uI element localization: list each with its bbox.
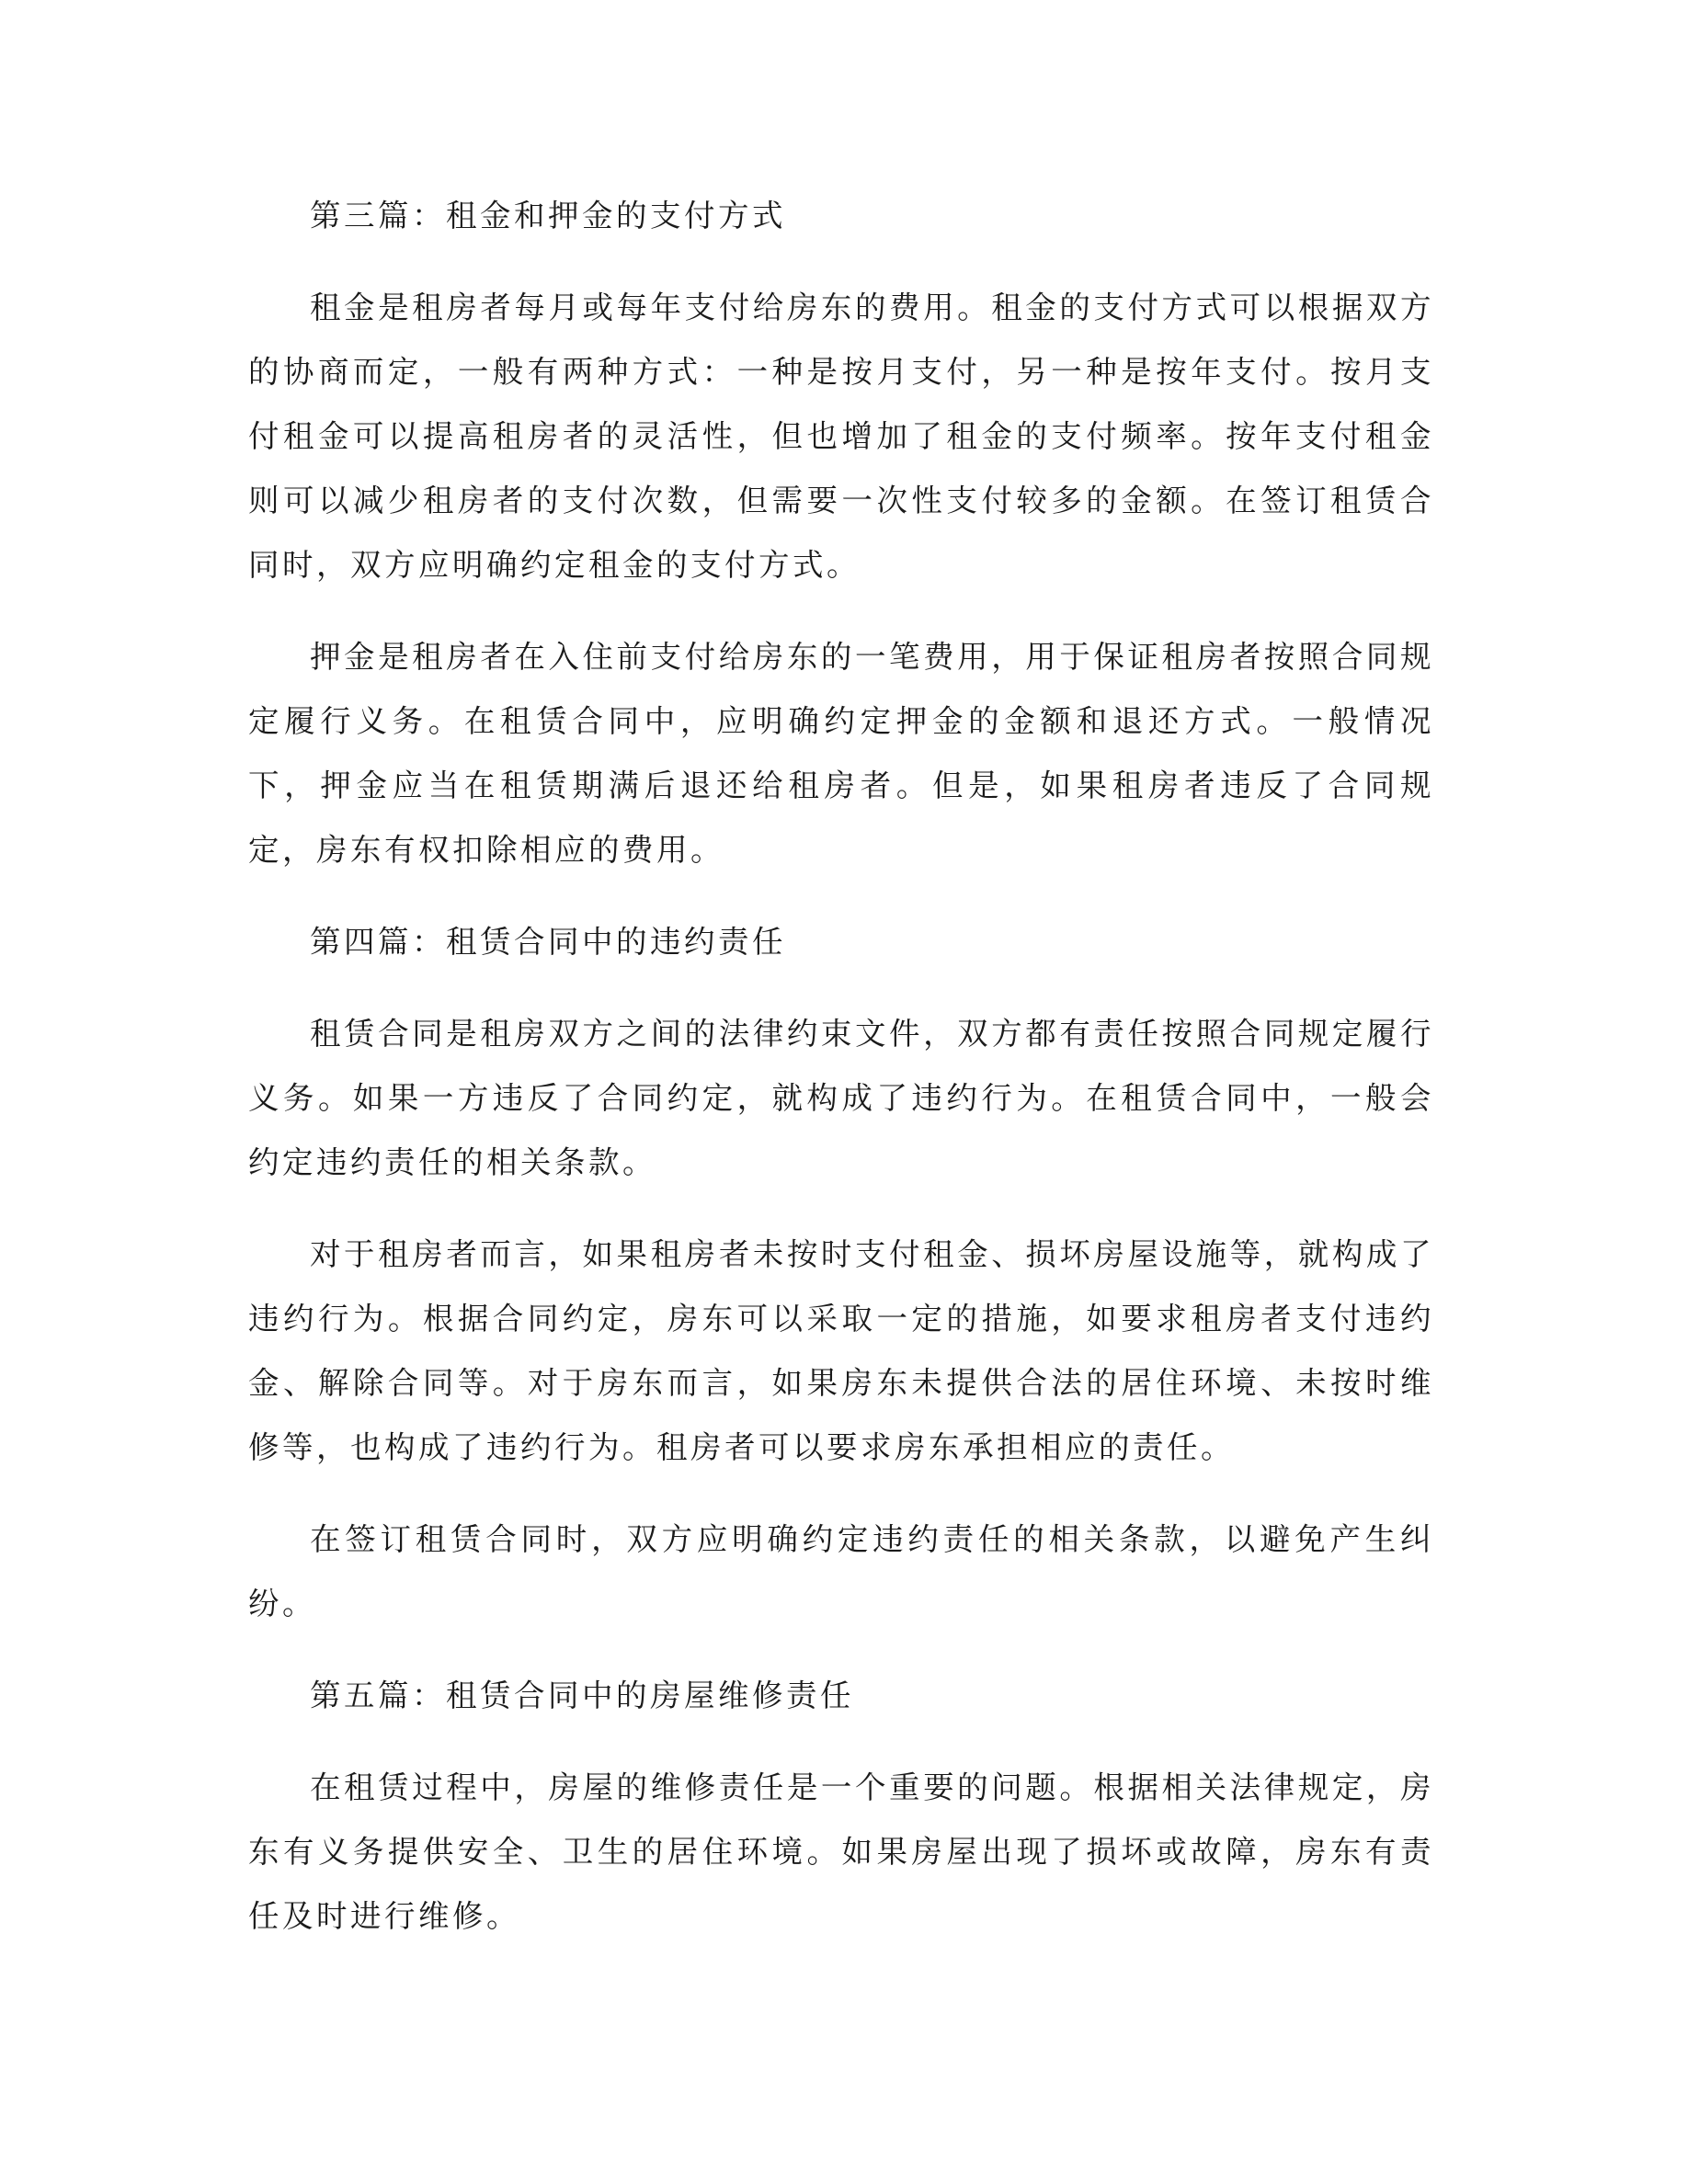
section-heading-4: 第四篇：租赁合同中的违约责任 bbox=[310, 924, 786, 960]
paragraph-repair-duty: 在租赁过程中，房屋的维修责任是一个重要的问题。根据相关法律规定，房东有义务提供安全、卫生的居住环境。如果房屋出现了损坏或故障，房东有责任及时进行维修。 bbox=[248, 1769, 1434, 1934]
paragraph-rent-payment: 租金是租房者每月或每年支付给房东的费用。租金的支付方式可以根据双方的协商而定，一般有两种方式：一种是按月支付，另一种是按年支付。按月支付租金可以提高租房者的灵活性，但也增加了租金的支付频率。按年支付租金则可以减少租房者的支付次数，但需要一次性支付较多的金额。在签订租赁合同时，双方应明确约定租金的支付方式。 bbox=[248, 290, 1434, 583]
section-heading-3: 第三篇：租金和押金的支付方式 bbox=[310, 198, 786, 233]
section-heading-5: 第五篇：租赁合同中的房屋维修责任 bbox=[310, 1678, 854, 1713]
document-body bbox=[248, 184, 1434, 1976]
paragraph-deposit: 押金是租房者在入住前支付给房东的一笔费用，用于保证租房者按照合同规定履行义务。在租赁合同中，应明确约定押金的金额和退还方式。一般情况下，押金应当在租赁期满后退还给租房者。但是，如果租房者违反了合同规定，房东有权扣除相应的费用。 bbox=[248, 639, 1434, 868]
paragraph-breach-cases: 对于租房者而言，如果租房者未按时支付租金、损坏房屋设施等，就构成了违约行为。根据合同约定，房东可以采取一定的措施，如要求租房者支付违约金、解除合同等。对于房东而言，如果房东未提供合法的居住环境、未按时维修等，也构成了违约行为。租房者可以要求房东承担相应的责任。 bbox=[248, 1236, 1434, 1465]
paragraph-contract-binding: 租赁合同是租房双方之间的法律约束文件，双方都有责任按照合同规定履行义务。如果一方违反了合同约定，就构成了违约行为。在租赁合同中，一般会约定违约责任的相关条款。 bbox=[248, 1016, 1434, 1180]
paragraph-breach-clause: 在签订租赁合同时，双方应明确约定违约责任的相关条款，以避免产生纠纷。 bbox=[248, 1521, 1434, 1621]
